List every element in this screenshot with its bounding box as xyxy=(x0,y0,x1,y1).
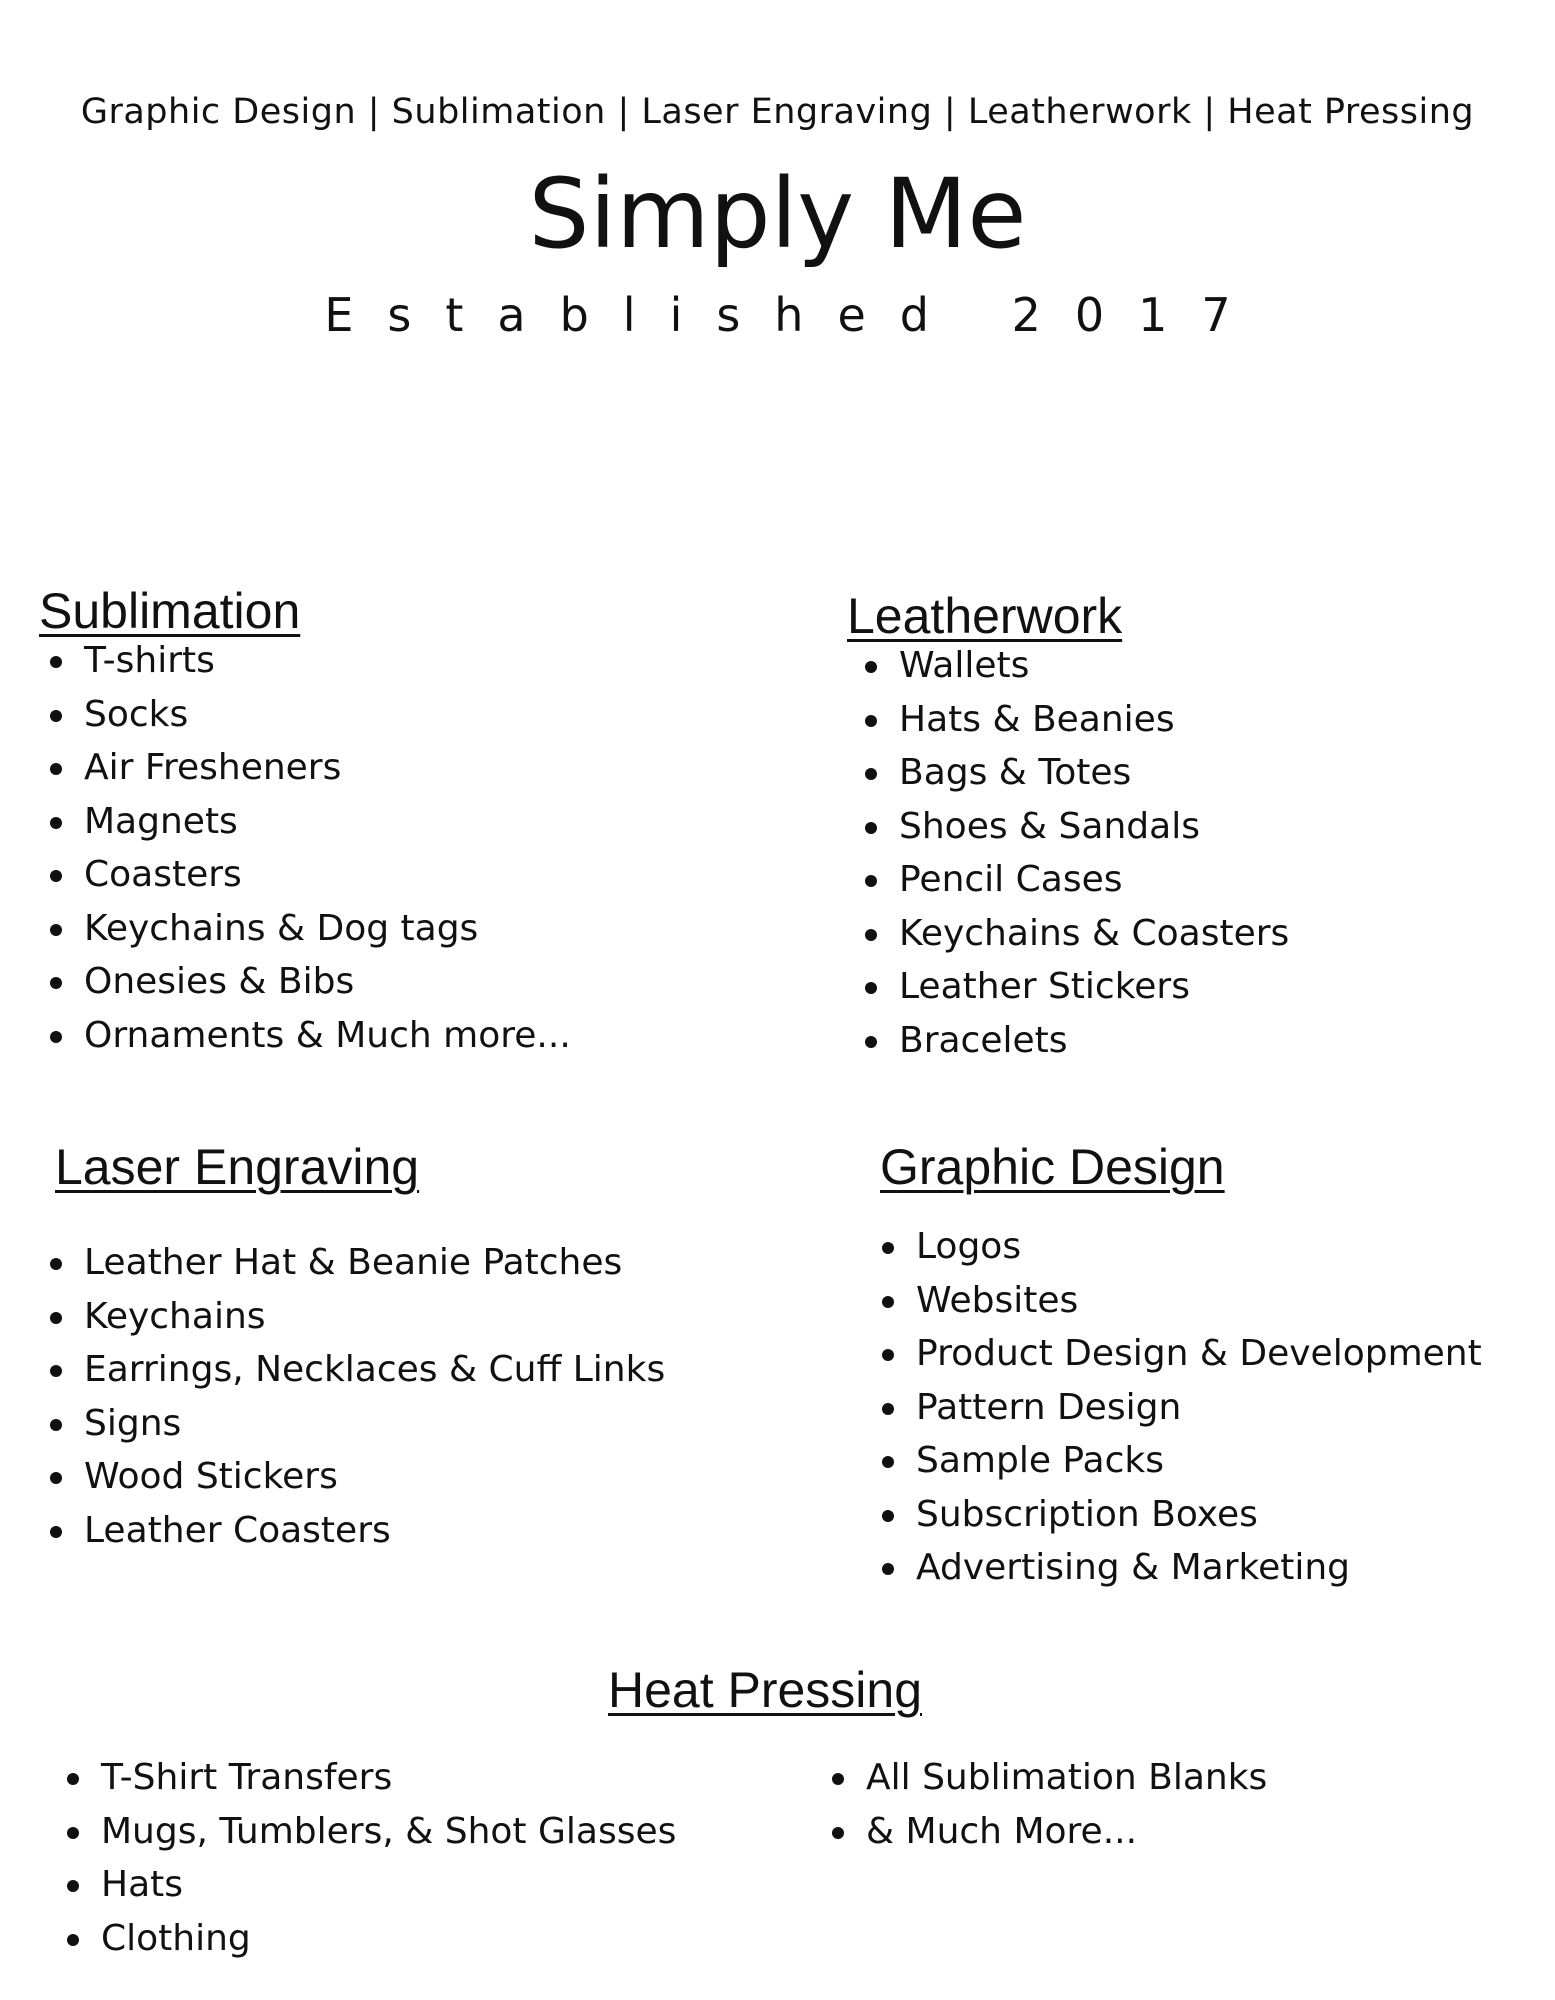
services-tagline: Graphic Design | Sublimation | Laser Engraving | Leatherwork | Heat Pressing xyxy=(80,92,1475,132)
list-item: Keychains & Dog tags xyxy=(40,902,571,956)
heat-pressing-list-left xyxy=(57,1751,676,1965)
list-item: Earrings, Necklaces & Cuff Links xyxy=(40,1343,665,1397)
list-item: Pattern Design xyxy=(872,1381,1482,1435)
brand-title: Simply Me xyxy=(528,158,1027,270)
list-item: Hats & Beanies xyxy=(855,693,1289,747)
list-item: Leather Coasters xyxy=(40,1504,665,1558)
established-subtitle: Established 2017 xyxy=(324,288,1265,342)
list-item: Keychains xyxy=(40,1290,665,1344)
list-item: Pencil Cases xyxy=(855,853,1289,907)
list-item: Leather Hat & Beanie Patches xyxy=(40,1236,665,1290)
list-item: Wallets xyxy=(855,639,1289,693)
list-item: Bags & Totes xyxy=(855,746,1289,800)
list-item: All Sublimation Blanks xyxy=(822,1751,1267,1805)
list-item: Sample Packs xyxy=(872,1434,1482,1488)
list-item: Leather Stickers xyxy=(855,960,1289,1014)
list-item: T-Shirt Transfers xyxy=(57,1751,676,1805)
list-item: Shoes & Sandals xyxy=(855,800,1289,854)
graphic-design-heading: Graphic Design xyxy=(880,1139,1225,1195)
list-item: Logos xyxy=(872,1220,1482,1274)
list-item: Advertising & Marketing xyxy=(872,1541,1482,1595)
list-item: & Much More... xyxy=(822,1805,1267,1859)
list-item: Mugs, Tumblers, & Shot Glasses xyxy=(57,1805,676,1859)
list-item: T-shirts xyxy=(40,634,571,688)
list-item: Product Design & Development xyxy=(872,1327,1482,1381)
sublimation-list xyxy=(40,634,571,1062)
sublimation-heading: Sublimation xyxy=(39,583,301,639)
list-item: Coasters xyxy=(40,848,571,902)
list-item: Keychains & Coasters xyxy=(855,907,1289,961)
list-item: Bracelets xyxy=(855,1014,1289,1068)
list-item: Clothing xyxy=(57,1912,676,1966)
list-item: Socks xyxy=(40,688,571,742)
list-item: Wood Stickers xyxy=(40,1450,665,1504)
list-item: Ornaments & Much more... xyxy=(40,1009,571,1063)
heat-pressing-list-right xyxy=(822,1751,1267,1858)
heat-pressing-heading: Heat Pressing xyxy=(607,1662,923,1718)
list-item: Hats xyxy=(57,1858,676,1912)
list-item: Onesies & Bibs xyxy=(40,955,571,1009)
list-item: Websites xyxy=(872,1274,1482,1328)
list-item: Air Fresheners xyxy=(40,741,571,795)
laser-engraving-list xyxy=(40,1236,665,1557)
list-item: Subscription Boxes xyxy=(872,1488,1482,1542)
laser-engraving-heading: Laser Engraving xyxy=(55,1139,420,1195)
list-item: Magnets xyxy=(40,795,571,849)
leatherwork-list xyxy=(855,639,1289,1067)
list-item: Signs xyxy=(40,1397,665,1451)
graphic-design-list xyxy=(872,1220,1482,1595)
leatherwork-heading: Leatherwork xyxy=(847,588,1123,644)
